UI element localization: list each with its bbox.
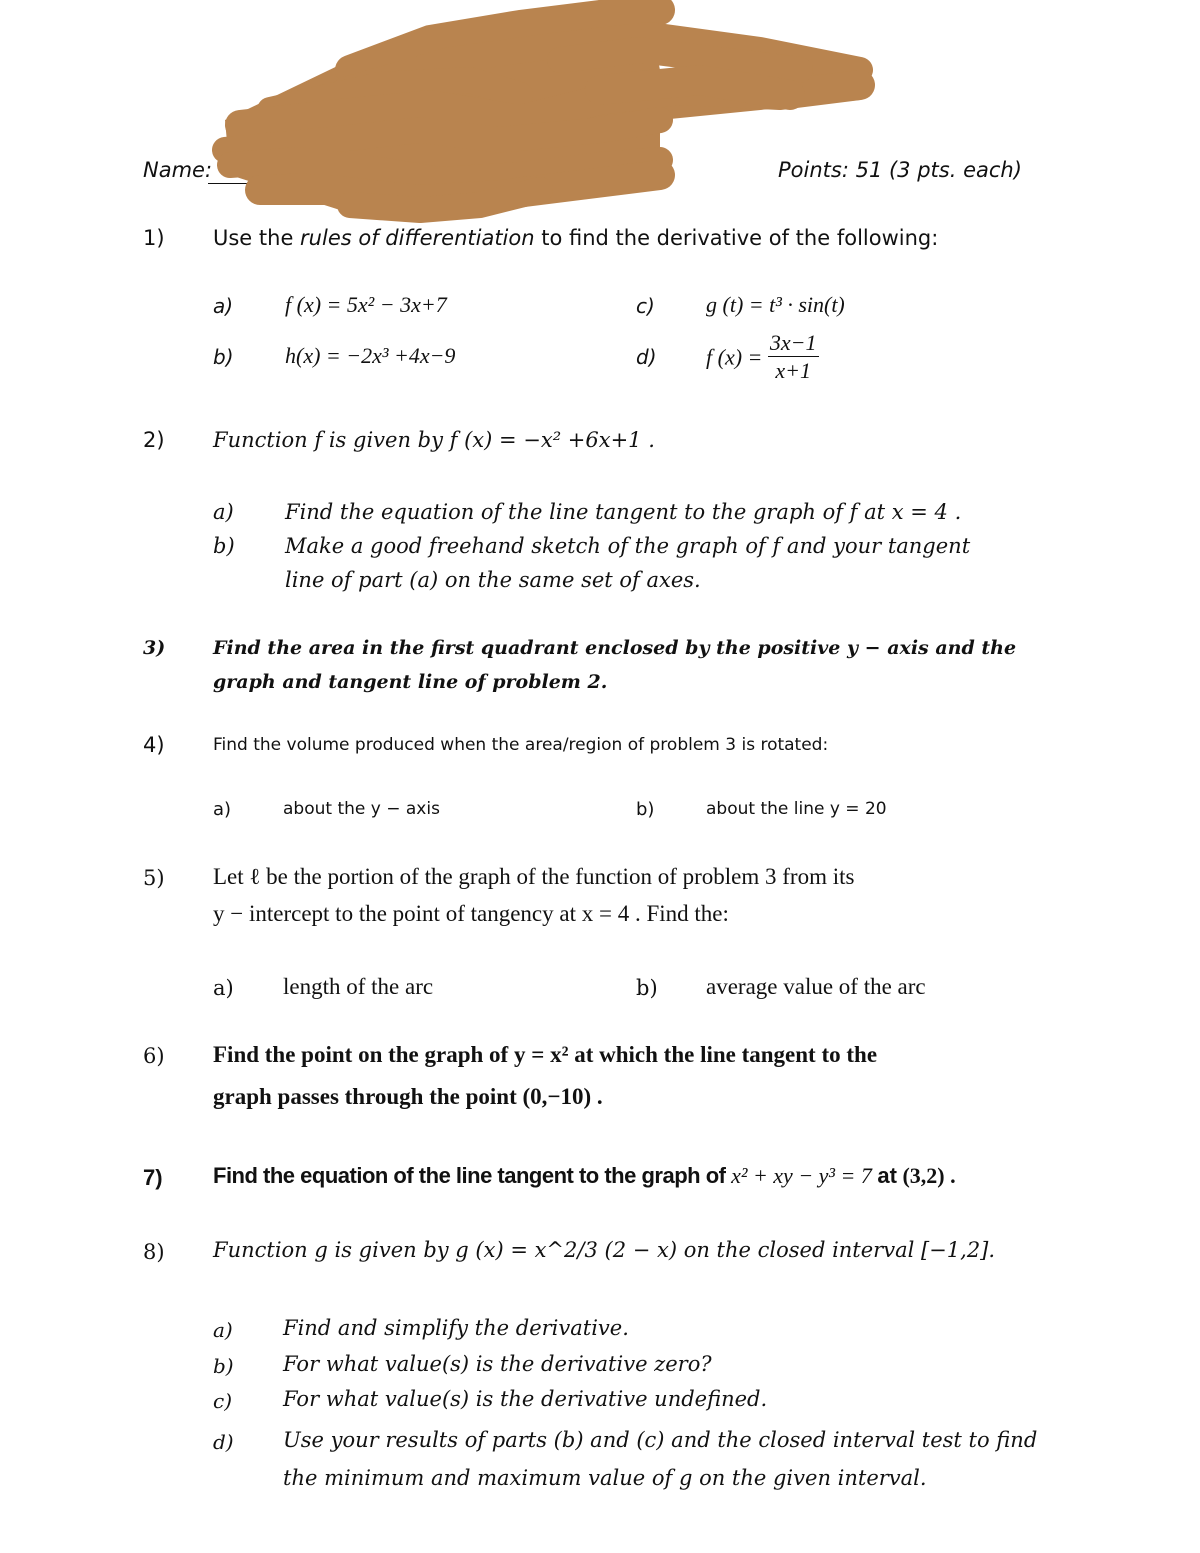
problem-1b-expr: h(x) = −2x³ +4x−9	[285, 343, 456, 368]
problem-2b-label: b)	[213, 534, 235, 558]
problem-2b-text-line1: Make a good freehand sketch of the graph of f and your tangent	[285, 534, 971, 558]
problem-4a-label: a)	[213, 799, 232, 820]
problem-1-text: Use the rules of differentiation to find the derivative of the following:	[213, 226, 939, 250]
problem-1c-expr: g (t) = t³ · sin(t)	[706, 292, 845, 317]
problem-8d-label: d)	[213, 1430, 234, 1454]
problem-8c-label: c)	[213, 1389, 233, 1413]
problem-5-number: 5)	[143, 866, 165, 890]
problem-1a-expr: f (x) = 5x² − 3x+7	[285, 292, 447, 317]
problem-6-number: 6)	[143, 1044, 165, 1068]
problem-8-number: 8)	[143, 1240, 165, 1264]
problem-1a-label: a)	[213, 294, 234, 318]
problem-4-number: 4)	[143, 733, 165, 757]
problem-5b-label: b)	[636, 976, 658, 1000]
problem-3-line2: graph and tangent line of problem 2.	[213, 671, 608, 693]
name-label: Name:	[143, 158, 213, 182]
problem-7-text: Find the equation of the line tangent to the graph of x² + xy − y³ = 7 at (3,2) .	[213, 1163, 956, 1188]
problem-4b-text: about the line y = 20	[706, 799, 887, 819]
problem-5a-text: length of the arc	[283, 974, 434, 999]
problem-8a-label: a)	[213, 1318, 233, 1342]
problem-4b-label: b)	[636, 799, 655, 820]
problem-3-line1: Find the area in the first quadrant enclosed by the positive y − axis and the	[213, 637, 1017, 659]
problem-7-number: 7)	[143, 1165, 163, 1190]
problem-1c-label: c)	[636, 294, 655, 318]
problem-2-text: Function f is given by f (x) = −x² +6x+1 .	[213, 428, 655, 452]
problem-3-number: 3)	[143, 637, 166, 659]
problem-8b-text: For what value(s) is the derivative zero?	[283, 1352, 712, 1376]
problem-1d-label: d)	[636, 345, 657, 369]
problem-5a-label: a)	[213, 976, 234, 1000]
points-label: Points: 51 (3 pts. each)	[778, 158, 1022, 182]
problem-1b-label: b)	[213, 345, 234, 369]
redaction-stroke	[600, 80, 790, 95]
problem-5-line1: Let ℓ be the portion of the graph of the function of problem 3 from its	[213, 864, 855, 889]
problem-8c-text: For what value(s) is the derivative undefined.	[283, 1387, 768, 1411]
problem-2a-label: a)	[213, 500, 234, 524]
problem-2-number: 2)	[143, 428, 165, 452]
problem-8d-text-line1: Use your results of parts (b) and (c) and the closed interval test to find	[283, 1428, 1038, 1452]
fraction: $\frac{3x-1}{x+1}$	[769, 330, 817, 383]
problem-5b-text: average value of the arc	[706, 974, 926, 999]
problem-4a-text: about the y − axis	[283, 799, 440, 819]
problem-2a-text: Find the equation of the line tangent to the graph of f at x = 4 .	[285, 500, 962, 524]
problem-2b-text-line2: line of part (a) on the same set of axes.	[285, 568, 701, 592]
problem-6-line2: graph passes through the point (0,−10) .	[213, 1084, 603, 1109]
problem-6-line1: Find the point on the graph of y = x² at which the line tangent to the	[213, 1042, 878, 1067]
problem-5-line2: y − intercept to the point of tangency at x = 4 . Find the:	[213, 901, 729, 926]
problem-8a-text: Find and simplify the derivative.	[283, 1316, 629, 1340]
problem-8-text: Function g is given by g (x) = x^2/3 (2 − x) on the closed interval [−1,2].	[213, 1238, 996, 1262]
problem-4-text: Find the volume produced when the area/region of problem 3 is rotated:	[213, 735, 829, 755]
problem-1-number: 1)	[143, 226, 165, 250]
problem-8d-text-line2: the minimum and maximum value of g on the given interval.	[283, 1466, 927, 1490]
redaction-scribble	[200, 0, 880, 225]
problem-1d-expr: f (x) = $\frac{3x-1}{x+1}$	[706, 330, 817, 383]
problem-8b-label: b)	[213, 1354, 234, 1378]
